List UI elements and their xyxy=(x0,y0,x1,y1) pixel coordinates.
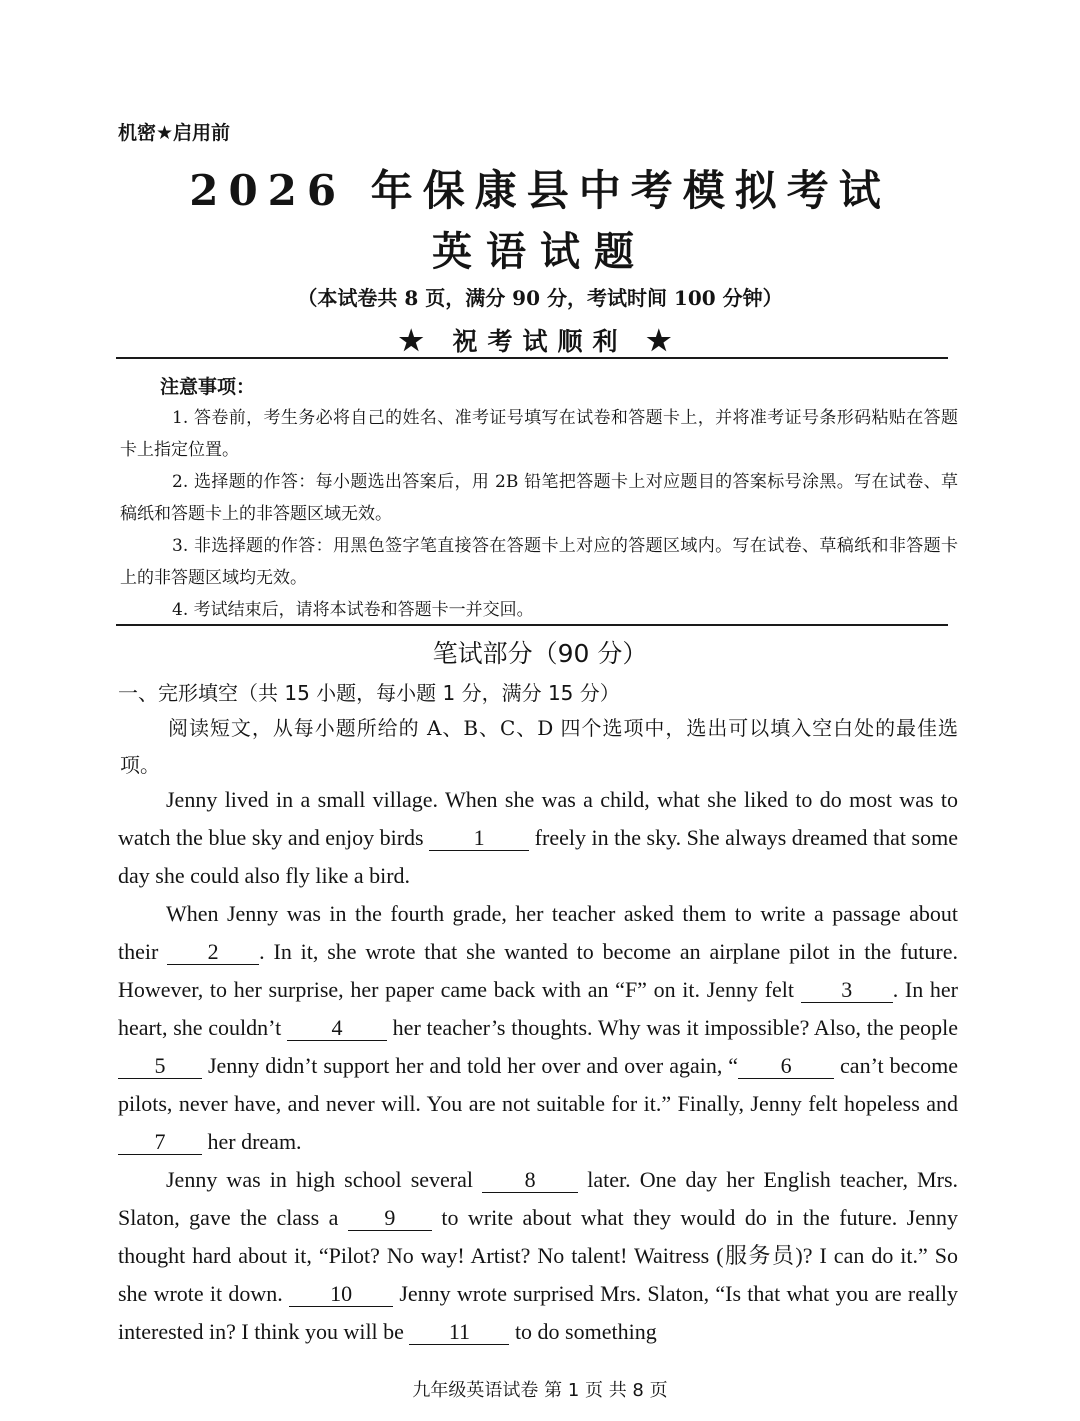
note-item: 1. 答卷前，考生务必将自己的姓名、准考证号填写在试卷和答题卡上，并将准考证号条形码粘贴在答题卡上指定位置。 xyxy=(120,408,958,460)
blank-7: 7 xyxy=(118,1130,202,1155)
passage-text: can’t become pilots, never have, and never will. You are not suitable for it.” Finally, Jenny felt hopeless and xyxy=(118,1053,958,1116)
passage-text: Jenny lived in a small village. When she was a child, what she liked to do most was to watch the blue sky and enjoy birds xyxy=(118,787,958,850)
passage-paragraph xyxy=(118,1161,958,1351)
note-item: 3. 非选择题的作答：用黑色签字笔直接答在答题卡上对应的答题区域内。写在试卷、草稿纸和非答题卡上的非答题区域均无效。 xyxy=(120,536,958,588)
passage-text: Jenny was in high school several xyxy=(166,1167,483,1192)
confidential-label: 机密★启用前 xyxy=(118,122,231,144)
passage-text: later. One day her English teacher, Mrs. Slaton, gave the class a xyxy=(118,1167,959,1230)
passage-text: When Jenny was in the fourth grade, her teacher asked them to write a passage about their xyxy=(118,901,958,964)
passage-text: . In her heart, she couldn’t xyxy=(118,977,958,1040)
passage-text: her teacher’s thoughts. Why was it impossible? Also, the people xyxy=(386,1015,958,1040)
notes-list xyxy=(120,402,958,626)
blank-8: 8 xyxy=(482,1168,578,1193)
divider xyxy=(116,357,948,359)
blank-3: 3 xyxy=(801,978,893,1003)
blank-5: 5 xyxy=(118,1054,202,1079)
passage-paragraph xyxy=(118,895,958,1161)
blank-1: 1 xyxy=(429,826,529,851)
instruction-text: 阅读短文，从每小题所给的 A、B、C、D 四个选项中，选出可以填入空白处的最佳选项。 xyxy=(120,716,958,777)
exam-title: 2026 年保康县中考模拟考试 xyxy=(189,166,891,215)
part-title: 一、完形填空（共 15 小题，每小题 1 分，满分 15 分） xyxy=(118,681,620,705)
good-luck-banner xyxy=(0,322,1080,358)
section-title: 笔试部分（90 分） xyxy=(432,639,648,668)
blank-6: 6 xyxy=(738,1054,834,1079)
subject-title: 英语试题 xyxy=(432,228,648,275)
passage-text: Jenny wrote surprised Mrs. Slaton, “Is that what you are really interested in? I think you will be xyxy=(118,1281,959,1344)
passage-text: . In it, she wrote that she wanted to become an airplane pilot in the future. However, to her surprise, her paper came back with an “F” on it. Jenny felt xyxy=(118,939,958,1002)
good-luck-text: 祝考试顺利 xyxy=(452,327,628,356)
passage-text: freely in the sky. She always dreamed that some day she could also fly like a bird. xyxy=(118,825,958,888)
cloze-passage xyxy=(118,781,958,1351)
blank-11: 11 xyxy=(409,1320,509,1345)
blank-4: 4 xyxy=(287,1016,387,1041)
blank-10: 10 xyxy=(289,1282,393,1307)
divider xyxy=(116,624,948,626)
notes-heading: 注意事项： xyxy=(160,376,256,398)
blank-9: 9 xyxy=(348,1206,432,1231)
note-item: 2. 选择题的作答：每小题选出答案后，用 2B 铅笔把答题卡上对应题目的答案标号涂黑。写在试卷、草稿纸和答题卡上的非答题区域无效。 xyxy=(120,472,958,524)
passage-text: Jenny didn’t support her and told her over and over again, “ xyxy=(202,1053,739,1078)
passage-text: her dream. xyxy=(202,1129,302,1154)
passage-paragraph xyxy=(118,781,958,895)
page-footer: 九年级英语试卷 第 1 页 共 8 页 xyxy=(412,1380,668,1401)
note-item: 4. 考试结束后，请将本试卷和答题卡一并交回。 xyxy=(172,600,534,620)
exam-info: （本试卷共 8 页，满分 90 分，考试时间 100 分钟） xyxy=(297,286,783,310)
star-icon: ★ xyxy=(398,324,434,357)
passage-text: to write about what they would do in the future. Jenny thought hard about it, “Pilot? No way! Artist? No talent! Waitress (服务员)? I can do it.” So she wrote it down. xyxy=(118,1205,958,1306)
star-icon: ★ xyxy=(646,324,682,357)
passage-text: to do something xyxy=(509,1319,657,1344)
blank-2: 2 xyxy=(167,940,259,965)
